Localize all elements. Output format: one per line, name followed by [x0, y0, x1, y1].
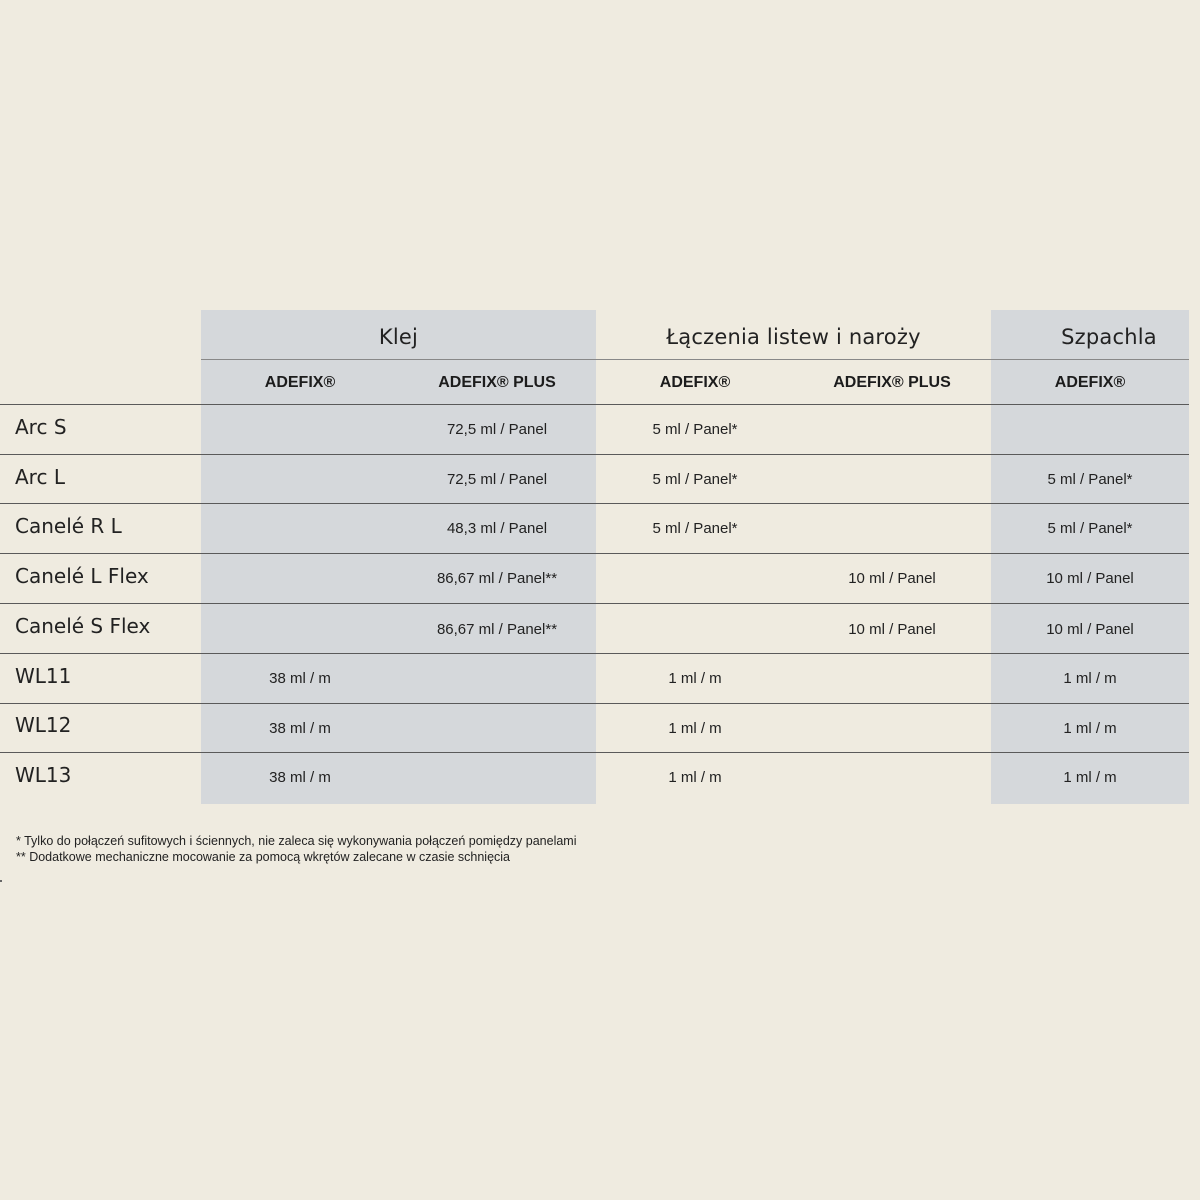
- row-label-arc-s: Arc S: [15, 415, 67, 439]
- row-divider: [0, 503, 1189, 504]
- table-cell: [793, 718, 991, 740]
- table-cell: [201, 619, 399, 641]
- table-cell: 10 ml / Panel: [1046, 621, 1134, 638]
- row-label-canele-l-flex: Canelé L Flex: [15, 564, 149, 588]
- table-cell: [398, 767, 596, 789]
- col-head-klej-adefix: ADEFIX®: [264, 374, 336, 391]
- table-cell: [201, 469, 399, 491]
- group-title-laczenia: Łączenia listew i naroży: [666, 325, 921, 349]
- table-cell: [596, 619, 794, 641]
- table-cell: 5 ml / Panel*: [652, 421, 738, 438]
- table-cell: 38 ml / m: [269, 769, 331, 786]
- row-divider: [0, 553, 1189, 554]
- table-cell: 1 ml / m: [668, 670, 722, 687]
- table-cell: [201, 419, 399, 441]
- table-cell: 1 ml / m: [1063, 670, 1117, 687]
- table-cell: 10 ml / Panel: [848, 621, 936, 638]
- col-head-klej-adefix-plus: ADEFIX® PLUS: [438, 374, 556, 391]
- row-divider: [0, 653, 1189, 654]
- table-cell: 1 ml / m: [668, 720, 722, 737]
- row-divider: [0, 703, 1189, 704]
- row-divider: [0, 752, 1189, 753]
- row-divider: [0, 603, 1189, 604]
- table-cell: [793, 518, 991, 540]
- table-cell: 5 ml / Panel*: [652, 471, 738, 488]
- col-head-laczenia-adefix-plus: ADEFIX® PLUS: [833, 374, 951, 391]
- table-cell: 38 ml / m: [269, 670, 331, 687]
- footnotes: [16, 833, 577, 865]
- group-title-klej: Klej: [378, 325, 419, 349]
- row-divider: [0, 404, 1189, 405]
- row-divider: [0, 454, 1189, 455]
- table-cell: 1 ml / m: [1063, 720, 1117, 737]
- table-cell: [201, 518, 399, 540]
- table-cell: 48,3 ml / Panel: [446, 520, 548, 537]
- table-cell: 38 ml / m: [269, 720, 331, 737]
- footnote-single-asterisk: * Tylko do połączeń sufitowych i ściennych, nie zaleca się wykonywania połączeń pomiędzy panelami: [16, 834, 577, 848]
- table-cell: 5 ml / Panel*: [1047, 520, 1133, 537]
- table-cell: 1 ml / m: [1063, 769, 1117, 786]
- row-label-arc-l: Arc L: [15, 465, 65, 489]
- table-cell: [991, 419, 1189, 441]
- footnote-double-asterisk: ** Dodatkowe mechaniczne mocowanie za pomocą wkrętów zalecane w czasie schnięcia: [16, 850, 510, 864]
- table-cell: 10 ml / Panel: [848, 570, 936, 587]
- table-cell: [201, 568, 399, 590]
- edge-mark: [0, 880, 2, 882]
- table-cell: [793, 469, 991, 491]
- table-cell: 5 ml / Panel*: [1047, 471, 1133, 488]
- group-header-divider: [201, 359, 1189, 360]
- table-cell: [793, 668, 991, 690]
- row-label-wl11: WL11: [15, 664, 72, 688]
- row-label-wl12: WL12: [15, 713, 72, 737]
- table-cell: [596, 568, 794, 590]
- table-cell: 1 ml / m: [668, 769, 722, 786]
- table-cell: 10 ml / Panel: [1046, 570, 1134, 587]
- col-head-laczenia-adefix: ADEFIX®: [659, 374, 731, 391]
- row-label-canele-s-flex: Canelé S Flex: [15, 614, 151, 638]
- table-cell: 86,67 ml / Panel**: [436, 570, 558, 587]
- group-title-szpachla: Szpachla: [1061, 325, 1157, 349]
- table-cell: [793, 767, 991, 789]
- table-cell: 72,5 ml / Panel: [446, 471, 548, 488]
- table-cell: 5 ml / Panel*: [652, 520, 738, 537]
- table-cell: [398, 668, 596, 690]
- table-cell: [793, 419, 991, 441]
- table-cell: [398, 718, 596, 740]
- table-cell: 86,67 ml / Panel**: [436, 621, 558, 638]
- col-head-szpachla-adefix: ADEFIX®: [1054, 374, 1126, 391]
- row-label-canele-r-l: Canelé R L: [15, 514, 122, 538]
- table-cell: 72,5 ml / Panel: [446, 421, 548, 438]
- row-label-wl13: WL13: [15, 763, 72, 787]
